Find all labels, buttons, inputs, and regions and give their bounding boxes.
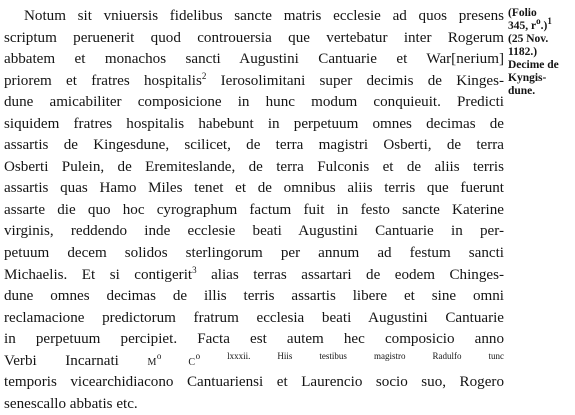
date-line-1: (25 Nov. [508,33,549,45]
text-run: dune omnes decimas de illis terris assartis libere et sine omni [4,288,504,305]
text-run: Verbi Incarnati [4,352,148,369]
text-run: in perpetuum percipiet. Facta est autem hec composicio anno [4,331,504,348]
roman-superscript: o [156,350,189,361]
text-run: Notum sit vniuersis fidelibus sancte matris ecclesie ad quos presens [24,8,504,24]
folio-ref-o: o [536,16,541,27]
roman-numeral-m: M [147,356,157,368]
text-line-14 [4,286,504,308]
text-line-5 [4,92,504,114]
text-line-12 [4,243,504,265]
text-line-9 [4,178,504,200]
folio-ref-close: .) [540,20,548,32]
topic-line-3: dune. [508,85,536,97]
text-run: petuum decem solidos sterlingorum per annum ad festum sancti [4,245,504,262]
text-run: Osberti Pulein, de Eremiteslande, de terra Fulconis et de aliis terris [4,158,504,175]
date-line-2: 1182.) [508,46,538,58]
folio-ref-line-1: (Folio [508,7,537,19]
footnote-marker-3: 3 [192,264,197,275]
text-run: temporis vicearchidiacono Cantuariensi et Laurencio socio suo, Rogero [4,374,504,391]
footnote-marker-1: 1 [547,16,552,27]
text-run: alias terras assartari de eodem Chinges- [196,266,504,283]
text-line-11 [4,221,504,243]
roman-numeral-c: C [188,356,196,368]
text-line-16 [4,329,504,351]
topic-line-2: Kyngis- [508,72,547,84]
charter-text [4,6,504,415]
text-run: assartis quas Hamo Miles tenet et de omnibus aliis terris que fuerunt [4,180,504,197]
folio-ref-line-2 [508,16,575,33]
text-line-18 [4,372,504,394]
topic-line-1: Decime de [508,59,559,71]
folio-ref-text: 345, r [508,20,537,32]
text-line-7 [4,135,504,157]
text-run: scriptum peruenerit quod controuersia que vertebatur inter Rogerum [4,29,504,46]
text-line-15 [4,308,504,330]
text-line-2 [4,28,504,50]
text-run: siquidem fratres hospitalis habebunt in perpetuum omnes decimas de [4,115,504,132]
text-run: assartis de Kingesdune, scilicet, de terra magistri Osberti, de terra [4,137,504,154]
text-run: Michaelis. Et si contigerit [4,266,193,283]
text-line-17 [4,351,504,373]
text-line-1 [4,6,504,28]
text-line-13 [4,265,504,287]
text-line-8 [4,157,504,179]
text-run: priorem et fratres hospitalis [4,72,202,89]
roman-superscript: o lxxxii. Hiis testibus magistro Radulfo tunc [195,350,505,361]
footnote-marker-2: 2 [201,70,207,81]
text-line-6 [4,114,504,136]
text-line-3 [4,49,504,71]
text-run: virginis, reddendo inde ecclesie beati Augustini Cantuarie in per- [4,223,504,240]
text-line-4 [4,71,504,93]
text-run: senescallo abbatis etc. [4,395,138,412]
text-run: assarte die quo hoc cyrographum factum fuit in festo sancte Katerine [4,201,504,218]
text-run: Ierosolimitani super decimis de Kinges- [206,72,504,89]
text-run: abbatem et monachos sancti Augustini Cantuarie et War[nerium] [4,51,504,68]
text-line-10 [4,200,504,222]
text-line-19 [4,394,504,415]
text-run: dune amicabiliter composicione in hunc modum conquieuit. Predicti [4,94,504,111]
margin-note [508,7,575,98]
text-run: reclamacione predictorum fratrum ecclesia beati Augustini Cantuarie [4,309,504,326]
